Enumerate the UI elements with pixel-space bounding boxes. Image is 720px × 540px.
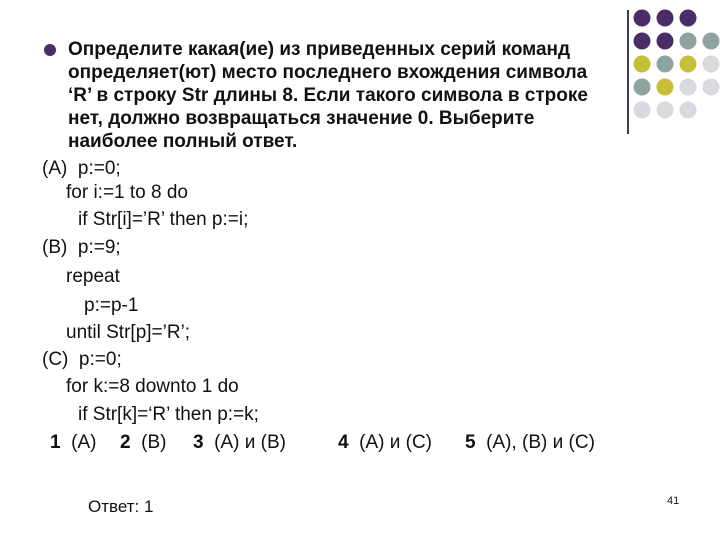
page-number: 41 — [667, 495, 680, 507]
decorative-dot — [680, 102, 697, 119]
option-4 — [338, 432, 432, 454]
decorative-dot — [680, 56, 697, 73]
decorative-dot — [703, 79, 720, 96]
option-number: 4 — [338, 432, 349, 453]
question-line-4: нет, должно возвращаться значение 0. Выберите — [68, 108, 535, 129]
bullet-icon — [44, 44, 56, 56]
decorative-dot — [657, 102, 674, 119]
option-text: (A) и (B) — [214, 432, 286, 453]
decorative-dot — [680, 33, 697, 50]
option-text: (A) — [71, 432, 97, 453]
decorative-dot — [634, 79, 651, 96]
code-line-b-body: p:=p-1 — [84, 295, 139, 316]
code-line-a-label: (A) p:=0; — [42, 158, 121, 179]
decorative-dot — [680, 79, 697, 96]
option-1 — [50, 432, 96, 454]
decorative-dot — [703, 56, 720, 73]
option-5 — [465, 432, 595, 454]
decorative-dot — [703, 33, 720, 50]
answer-text: Ответ: 1 — [88, 497, 154, 516]
decorative-dot — [634, 33, 651, 50]
code-line-b-repeat: repeat — [66, 266, 120, 287]
option-text: (A) и (C) — [359, 432, 433, 453]
option-number: 1 — [50, 432, 61, 453]
decorative-dot — [634, 10, 651, 27]
option-number: 3 — [193, 432, 204, 453]
question-line-2: определяет(ют) место последнего вхождения символа — [68, 62, 588, 83]
decorative-dot — [634, 102, 651, 119]
question-line-3: ‘R’ в строку Str длины 8. Если такого символа в строке — [68, 85, 588, 106]
question-line-5: наиболее полный ответ. — [68, 131, 298, 152]
question-line-1: Определите какая(ие) из приведенных серий команд — [68, 39, 571, 60]
code-line-a-for: for i:=1 to 8 do — [66, 182, 188, 203]
decorative-dot — [657, 10, 674, 27]
code-line-c-label: (C) p:=0; — [42, 349, 122, 370]
decorative-vertical-line — [627, 10, 629, 134]
decorative-dot — [634, 56, 651, 73]
decorative-dot — [657, 33, 674, 50]
decorative-dot — [657, 56, 674, 73]
code-line-b-until: until Str[p]=’R’; — [66, 322, 191, 343]
code-line-c-if: if Str[k]=‘R’ then p:=k; — [78, 404, 259, 425]
code-line-a-if: if Str[i]=’R’ then p:=i; — [78, 209, 249, 230]
option-number: 2 — [120, 432, 131, 453]
option-text: (A), (B) и (C) — [486, 432, 595, 453]
option-text: (B) — [141, 432, 167, 453]
decorative-dot — [657, 79, 674, 96]
option-3 — [193, 432, 286, 454]
code-line-c-for: for k:=8 downto 1 do — [66, 376, 239, 397]
option-number: 5 — [465, 432, 476, 453]
code-line-b-label: (B) p:=9; — [42, 237, 121, 258]
option-2 — [120, 432, 166, 454]
decorative-dot — [680, 10, 697, 27]
